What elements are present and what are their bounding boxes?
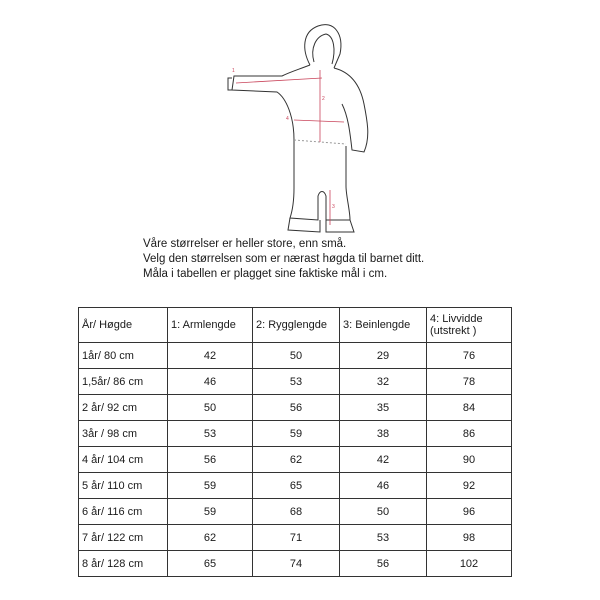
cell-value: 90	[427, 447, 512, 473]
table-row	[79, 473, 512, 499]
header-leg-length: 3: Beinlengde	[340, 308, 427, 343]
cell-size: 8 år/ 128 cm	[79, 551, 168, 577]
table-row	[79, 395, 512, 421]
cell-size: 3år / 98 cm	[79, 421, 168, 447]
cell-value: 42	[168, 343, 253, 369]
label-4: 4	[286, 116, 289, 122]
cell-value: 46	[340, 473, 427, 499]
cell-value: 50	[340, 499, 427, 525]
table-row	[79, 447, 512, 473]
header-waist	[427, 308, 512, 343]
intro-line-2: Velg den størrelsen som er nærast høgda til barnet ditt.	[143, 253, 425, 265]
cell-value: 102	[427, 551, 512, 577]
cell-value: 98	[427, 525, 512, 551]
cell-value: 78	[427, 369, 512, 395]
cell-value: 74	[253, 551, 340, 577]
cell-value: 62	[168, 525, 253, 551]
cell-value: 59	[253, 421, 340, 447]
cell-value: 68	[253, 499, 340, 525]
cell-value: 56	[168, 447, 253, 473]
cell-value: 84	[427, 395, 512, 421]
cell-value: 56	[340, 551, 427, 577]
cell-value: 76	[427, 343, 512, 369]
cell-size: 5 år/ 110 cm	[79, 473, 168, 499]
measure-lines	[236, 70, 344, 225]
header-age-height: År/ Høgde	[79, 308, 168, 343]
cell-value: 59	[168, 473, 253, 499]
cell-value: 96	[427, 499, 512, 525]
intro-line-3: Måla i tabellen er plagget sine faktiske mål i cm.	[143, 268, 388, 280]
cell-value: 62	[253, 447, 340, 473]
header-arm-length: 1: Armlengde	[168, 308, 253, 343]
cell-value: 46	[168, 369, 253, 395]
cell-value: 53	[168, 421, 253, 447]
label-1: 1	[232, 68, 235, 74]
cell-value: 53	[253, 369, 340, 395]
header-waist-note: (utstrekt )	[430, 325, 477, 337]
header-back-length: 2: Rygglengde	[253, 308, 340, 343]
table-row	[79, 369, 512, 395]
size-table	[78, 307, 512, 577]
table-row	[79, 499, 512, 525]
cell-value: 56	[253, 395, 340, 421]
size-intro	[143, 237, 424, 282]
cell-value: 53	[340, 525, 427, 551]
cell-value: 92	[427, 473, 512, 499]
cell-value: 65	[253, 473, 340, 499]
cell-size: 2 år/ 92 cm	[79, 395, 168, 421]
cell-value: 29	[340, 343, 427, 369]
cell-value: 59	[168, 499, 253, 525]
cell-value: 86	[427, 421, 512, 447]
table-row	[79, 525, 512, 551]
label-3: 3	[332, 204, 335, 210]
cell-value: 65	[168, 551, 253, 577]
cell-size: 7 år/ 122 cm	[79, 525, 168, 551]
snowsuit-outline	[228, 25, 368, 232]
snowsuit-diagram	[222, 20, 392, 242]
intro-line-1: Våre størrelser er heller store, enn små.	[143, 238, 347, 250]
label-2: 2	[322, 96, 325, 102]
cell-value: 71	[253, 525, 340, 551]
cell-value: 50	[168, 395, 253, 421]
table-row	[79, 343, 512, 369]
cell-size: 1,5år/ 86 cm	[79, 369, 168, 395]
table-row	[79, 551, 512, 577]
cell-size: 1år/ 80 cm	[79, 343, 168, 369]
cell-value: 38	[340, 421, 427, 447]
header-waist-label: 4: Livvidde	[430, 313, 483, 325]
cell-value: 35	[340, 395, 427, 421]
cell-size: 4 år/ 104 cm	[79, 447, 168, 473]
table-row	[79, 421, 512, 447]
table-header-row	[79, 308, 512, 343]
cell-value: 50	[253, 343, 340, 369]
cell-value: 32	[340, 369, 427, 395]
cell-size: 6 år/ 116 cm	[79, 499, 168, 525]
cell-value: 42	[340, 447, 427, 473]
